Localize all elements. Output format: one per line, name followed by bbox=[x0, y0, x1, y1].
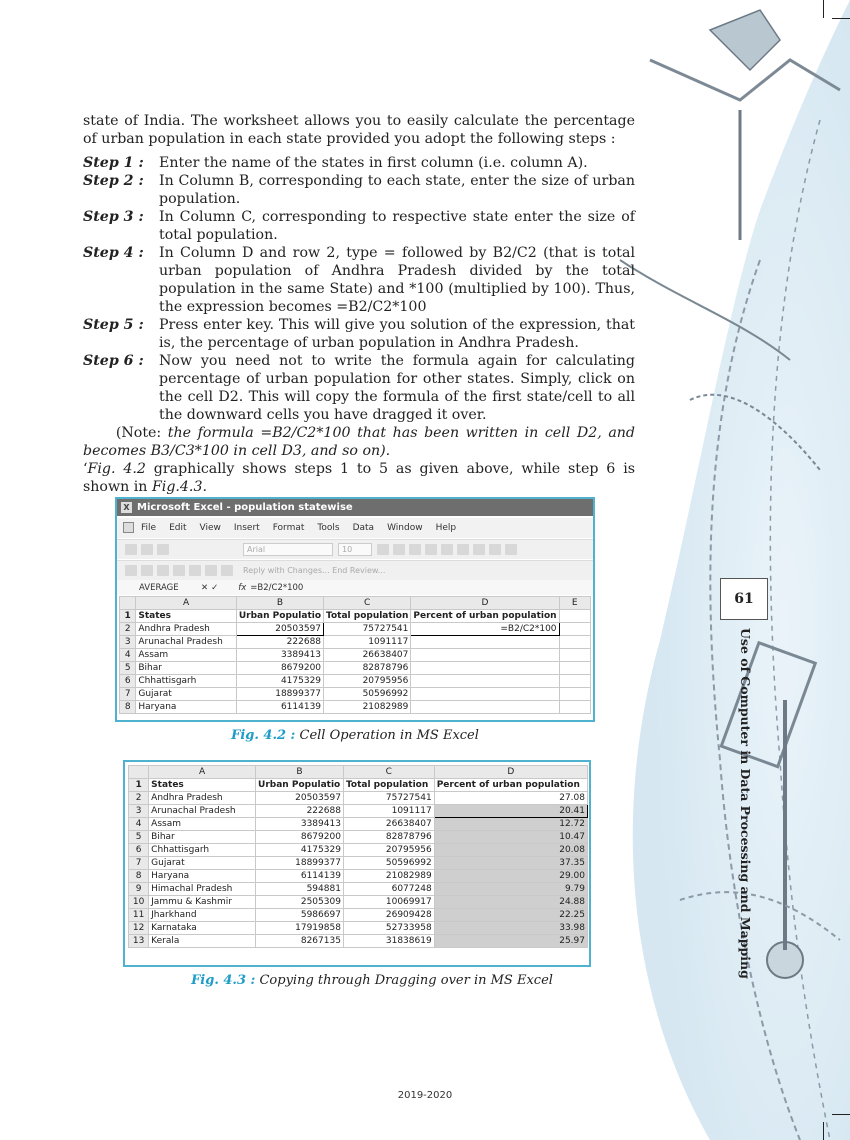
crop-mark bbox=[832, 1114, 850, 1115]
header-cell[interactable]: Total population bbox=[343, 779, 434, 792]
spreadsheet-grid bbox=[128, 765, 588, 948]
table-row bbox=[129, 818, 588, 831]
header-cell[interactable]: Urban Populatio bbox=[256, 779, 344, 792]
row-number[interactable]: 3 bbox=[129, 805, 149, 818]
caption-text: Copying through Dragging over in MS Excel bbox=[259, 973, 553, 988]
table-cell[interactable]: 75727541 bbox=[324, 623, 411, 636]
review-icon[interactable] bbox=[141, 565, 153, 576]
table-row bbox=[120, 610, 591, 623]
caption-label: Fig. 4.2 : bbox=[231, 728, 296, 743]
review-icon[interactable] bbox=[173, 565, 185, 576]
table-cell[interactable]: 222688 bbox=[256, 805, 344, 818]
body-text bbox=[83, 112, 635, 496]
row-number[interactable]: 10 bbox=[129, 896, 149, 909]
percent-cell[interactable]: 20.08 bbox=[434, 844, 587, 857]
table-cell[interactable]: 20503597 bbox=[256, 792, 344, 805]
menu-data[interactable]: Data bbox=[352, 523, 375, 533]
percent-cell[interactable]: =B2/C2*100 bbox=[411, 623, 559, 636]
table-cell[interactable]: Jharkhand bbox=[149, 909, 256, 922]
row-number[interactable]: 5 bbox=[129, 831, 149, 844]
row-number[interactable]: 12 bbox=[129, 922, 149, 935]
window-titlebar bbox=[117, 499, 593, 516]
table-row bbox=[129, 857, 588, 870]
fig-ref-b: Fig.4.3. bbox=[151, 479, 207, 495]
table-cell[interactable]: Andhra Pradesh bbox=[149, 792, 256, 805]
table-row bbox=[129, 935, 588, 948]
name-box[interactable]: AVERAGE bbox=[139, 582, 179, 593]
table-row bbox=[129, 831, 588, 844]
table-cell[interactable]: Jammu & Kashmir bbox=[149, 896, 256, 909]
note-italic: the formula =B2/C2*100 that has been written in cell D2, and becomes B3/C3*100 in cell D3, and so on). bbox=[83, 425, 635, 459]
step-text: Press enter key. This will give you solution of the expression, that is, the percentage of urban population in Andhra Pradesh. bbox=[159, 317, 635, 351]
percent-cell[interactable]: 20.41 bbox=[434, 805, 587, 818]
row-number[interactable]: 6 bbox=[129, 844, 149, 857]
caption-text: Cell Operation in MS Excel bbox=[299, 728, 479, 743]
step-item bbox=[83, 154, 635, 172]
corner-cell[interactable] bbox=[120, 597, 136, 610]
page-number: 61 bbox=[720, 578, 768, 620]
percent-cell[interactable] bbox=[411, 649, 559, 662]
column-header[interactable]: E bbox=[559, 597, 590, 610]
percent-cell[interactable]: 22.25 bbox=[434, 909, 587, 922]
table-row bbox=[129, 844, 588, 857]
review-icon[interactable] bbox=[189, 565, 201, 576]
figure-4-3-caption bbox=[72, 973, 672, 988]
step-text: In Column D and row 2, type = followed by B2/C2 (that is total urban population of Andhra Pradesh divided by the total population in the same State) and *100 (multiplied by 100). Thus, the expression becomes =B2/C2*100 bbox=[159, 245, 635, 315]
row-number[interactable]: 8 bbox=[129, 870, 149, 883]
table-cell[interactable]: 594881 bbox=[256, 883, 344, 896]
menu-window[interactable]: Window bbox=[387, 523, 423, 533]
step-label: Step 4 : bbox=[83, 245, 144, 261]
align-right-icon[interactable] bbox=[457, 544, 469, 555]
table-cell[interactable]: 82878796 bbox=[324, 662, 411, 675]
table-cell[interactable]: 8679200 bbox=[236, 662, 323, 675]
table-cell[interactable]: 20795956 bbox=[324, 675, 411, 688]
table-cell[interactable]: Assam bbox=[136, 649, 236, 662]
document-icon bbox=[123, 522, 134, 533]
table-cell[interactable] bbox=[559, 675, 590, 688]
percent-cell[interactable]: 25.97 bbox=[434, 935, 587, 948]
table-cell[interactable]: Chhattisgarh bbox=[149, 844, 256, 857]
row-number[interactable]: 11 bbox=[129, 909, 149, 922]
table-cell[interactable]: Assam bbox=[149, 818, 256, 831]
crop-mark bbox=[823, 0, 824, 18]
row-number[interactable]: 4 bbox=[120, 649, 136, 662]
note-paragraph bbox=[83, 424, 635, 460]
table-cell[interactable]: Haryana bbox=[149, 870, 256, 883]
table-row bbox=[120, 701, 591, 714]
table-cell[interactable]: Haryana bbox=[136, 701, 236, 714]
formatting-toolbar bbox=[117, 539, 593, 559]
crop-mark bbox=[823, 1122, 824, 1140]
column-header-row bbox=[129, 766, 588, 779]
fig-ref-a: Fig. 4.2 bbox=[87, 461, 146, 477]
table-cell[interactable]: 50596992 bbox=[343, 857, 434, 870]
table-cell[interactable] bbox=[559, 662, 590, 675]
row-number[interactable]: 2 bbox=[129, 792, 149, 805]
menu-format[interactable]: Format bbox=[272, 523, 305, 533]
table-cell[interactable]: 26909428 bbox=[343, 909, 434, 922]
step-item bbox=[83, 172, 635, 208]
table-cell[interactable]: 50596992 bbox=[324, 688, 411, 701]
table-cell[interactable] bbox=[559, 649, 590, 662]
percent-cell[interactable] bbox=[411, 675, 559, 688]
percent-cell[interactable] bbox=[411, 636, 559, 649]
step-item bbox=[83, 208, 635, 244]
table-row bbox=[129, 792, 588, 805]
table-cell[interactable]: 31838619 bbox=[343, 935, 434, 948]
table-cell[interactable]: 6114139 bbox=[236, 701, 323, 714]
menu-file[interactable]: File bbox=[141, 523, 157, 533]
table-cell[interactable]: 222688 bbox=[236, 636, 323, 649]
menu-tools[interactable]: Tools bbox=[317, 523, 340, 533]
table-row bbox=[129, 896, 588, 909]
table-cell[interactable]: 52733958 bbox=[343, 922, 434, 935]
percent-cell[interactable]: 12.72 bbox=[434, 818, 587, 831]
table-cell[interactable]: 8267135 bbox=[256, 935, 344, 948]
chapter-side-title bbox=[738, 628, 771, 979]
table-cell[interactable]: 8679200 bbox=[256, 831, 344, 844]
column-header[interactable]: A bbox=[136, 597, 236, 610]
bold-icon[interactable] bbox=[377, 544, 389, 555]
column-header[interactable]: A bbox=[149, 766, 256, 779]
step-label: Step 6 : bbox=[83, 353, 144, 369]
table-cell[interactable]: Bihar bbox=[136, 662, 236, 675]
step-text: Enter the name of the states in first column (i.e. column A). bbox=[159, 155, 588, 171]
header-cell[interactable]: Urban Populatio bbox=[236, 610, 323, 623]
table-row bbox=[129, 805, 588, 818]
row-number[interactable]: 4 bbox=[129, 818, 149, 831]
table-cell[interactable]: 2505309 bbox=[256, 896, 344, 909]
row-number[interactable]: 7 bbox=[129, 857, 149, 870]
table-cell[interactable]: Arunachal Pradesh bbox=[149, 805, 256, 818]
table-cell[interactable]: 1091117 bbox=[343, 805, 434, 818]
intro-paragraph: state of India. The worksheet allows you to easily calculate the percentage of urban population in each state provided you adopt the following steps : bbox=[83, 113, 635, 147]
table-cell[interactable]: 17919858 bbox=[256, 922, 344, 935]
step-text: Now you need not to write the formula again for calculating percentage of urban population for other states. Simply, click on the cell D2. This will copy the formula of the first state/cell to all the downward cells you have dragged it over. bbox=[159, 353, 635, 423]
font-size-select[interactable]: 10 bbox=[338, 543, 372, 556]
table-cell[interactable]: Chhattisgarh bbox=[136, 675, 236, 688]
table-cell[interactable]: 6077248 bbox=[343, 883, 434, 896]
header-cell[interactable]: Total population bbox=[324, 610, 411, 623]
table-cell[interactable]: Bihar bbox=[149, 831, 256, 844]
table-row bbox=[120, 662, 591, 675]
corner-cell[interactable] bbox=[129, 766, 149, 779]
table-cell[interactable]: 75727541 bbox=[343, 792, 434, 805]
excel-icon: X bbox=[121, 502, 132, 513]
reference-middle: graphically shows steps 1 to 5 as given above, while step 6 is shown in bbox=[83, 461, 636, 495]
review-icon[interactable] bbox=[125, 565, 137, 576]
step-label: Step 5 : bbox=[83, 317, 144, 333]
table-cell[interactable]: 18899377 bbox=[256, 857, 344, 870]
formula-bar bbox=[117, 580, 593, 595]
table-row bbox=[129, 909, 588, 922]
row-number[interactable]: 5 bbox=[120, 662, 136, 675]
reviewing-toolbar bbox=[117, 560, 593, 580]
table-cell[interactable] bbox=[559, 701, 590, 714]
review-text[interactable]: Reply with Changes... End Review... bbox=[243, 566, 386, 575]
table-row bbox=[120, 649, 591, 662]
column-header[interactable]: D bbox=[411, 597, 559, 610]
merge-icon[interactable] bbox=[473, 544, 485, 555]
table-cell[interactable]: 6114139 bbox=[256, 870, 344, 883]
table-cell[interactable]: Karnataka bbox=[149, 922, 256, 935]
table-cell[interactable]: Himachal Pradesh bbox=[149, 883, 256, 896]
new-icon[interactable] bbox=[125, 544, 137, 555]
column-header[interactable]: B bbox=[236, 597, 323, 610]
table-row bbox=[129, 922, 588, 935]
table-row bbox=[120, 688, 591, 701]
table-cell[interactable] bbox=[559, 610, 590, 623]
row-number[interactable]: 13 bbox=[129, 935, 149, 948]
figure-4-3 bbox=[123, 760, 591, 967]
window-title: Microsoft Excel - population statewise bbox=[137, 502, 353, 513]
spreadsheet-grid bbox=[119, 596, 591, 714]
underline-icon[interactable] bbox=[409, 544, 421, 555]
column-header[interactable]: C bbox=[343, 766, 434, 779]
percent-cell[interactable] bbox=[411, 701, 559, 714]
percent-cell[interactable]: 33.98 bbox=[434, 922, 587, 935]
column-header-row bbox=[120, 597, 591, 610]
table-cell[interactable]: 26638407 bbox=[343, 818, 434, 831]
percent-cell[interactable]: 9.79 bbox=[434, 883, 587, 896]
caption-label: Fig. 4.3 : bbox=[191, 973, 256, 988]
menu-insert[interactable]: Insert bbox=[233, 523, 260, 533]
step-item bbox=[83, 244, 635, 316]
table-cell[interactable]: 82878796 bbox=[343, 831, 434, 844]
table-cell[interactable]: 20503597 bbox=[236, 623, 323, 636]
percent-cell[interactable]: 37.35 bbox=[434, 857, 587, 870]
percent-icon[interactable] bbox=[505, 544, 517, 555]
row-number[interactable]: 2 bbox=[120, 623, 136, 636]
review-icon[interactable] bbox=[157, 565, 169, 576]
table-row bbox=[120, 623, 591, 636]
redo-icon[interactable] bbox=[157, 544, 169, 555]
table-cell[interactable]: Arunachal Pradesh bbox=[136, 636, 236, 649]
review-icon[interactable] bbox=[221, 565, 233, 576]
column-header[interactable]: C bbox=[324, 597, 411, 610]
figure-4-2-caption bbox=[55, 728, 655, 743]
table-row bbox=[129, 883, 588, 896]
table-cell[interactable] bbox=[559, 623, 590, 636]
row-number[interactable]: 7 bbox=[120, 688, 136, 701]
step-item bbox=[83, 316, 635, 352]
menu-help[interactable]: Help bbox=[435, 523, 457, 533]
header-cell[interactable]: States bbox=[136, 610, 236, 623]
formula-input[interactable]: =B2/C2*100 bbox=[250, 582, 304, 593]
menu-view[interactable]: View bbox=[199, 523, 221, 533]
step-label: Step 1 : bbox=[83, 155, 144, 171]
header-cell[interactable]: Percent of urban population bbox=[434, 779, 587, 792]
align-left-icon[interactable] bbox=[425, 544, 437, 555]
step-item bbox=[83, 352, 635, 424]
table-cell[interactable]: 21082989 bbox=[324, 701, 411, 714]
percent-cell[interactable]: 27.08 bbox=[434, 792, 587, 805]
row-number[interactable]: 8 bbox=[120, 701, 136, 714]
table-cell[interactable]: Kerala bbox=[149, 935, 256, 948]
percent-cell[interactable] bbox=[411, 662, 559, 675]
row-number[interactable]: 6 bbox=[120, 675, 136, 688]
table-cell[interactable]: 4175329 bbox=[256, 844, 344, 857]
header-cell[interactable]: States bbox=[149, 779, 256, 792]
italic-icon[interactable] bbox=[393, 544, 405, 555]
table-cell[interactable]: 3389413 bbox=[256, 818, 344, 831]
menu-edit[interactable]: Edit bbox=[169, 523, 187, 533]
table-cell[interactable]: 10069917 bbox=[343, 896, 434, 909]
font-name-select[interactable]: Arial bbox=[243, 543, 333, 556]
row-number[interactable]: 1 bbox=[129, 779, 149, 792]
table-row bbox=[129, 779, 588, 792]
table-cell[interactable]: 20795956 bbox=[343, 844, 434, 857]
step-label: Step 3 : bbox=[83, 209, 144, 225]
side-title-text: Use of Computer in Data Processing and Mapping bbox=[738, 628, 753, 979]
step-label: Step 2 : bbox=[83, 173, 144, 189]
table-row bbox=[120, 636, 591, 649]
percent-cell[interactable]: 29.00 bbox=[434, 870, 587, 883]
reference-paragraph bbox=[83, 460, 635, 496]
note-prefix: (Note: bbox=[115, 425, 162, 441]
column-header[interactable]: D bbox=[434, 766, 587, 779]
table-cell[interactable]: 3389413 bbox=[236, 649, 323, 662]
table-cell[interactable]: 4175329 bbox=[236, 675, 323, 688]
table-cell[interactable]: Gujarat bbox=[136, 688, 236, 701]
row-number[interactable]: 1 bbox=[120, 610, 136, 623]
table-cell[interactable]: 1091117 bbox=[324, 636, 411, 649]
percent-cell[interactable] bbox=[411, 688, 559, 701]
row-number[interactable]: 9 bbox=[129, 883, 149, 896]
undo-icon[interactable] bbox=[141, 544, 153, 555]
table-cell[interactable]: 5986697 bbox=[256, 909, 344, 922]
fx-icon[interactable]: fx bbox=[238, 582, 247, 593]
menu-bar bbox=[117, 518, 593, 538]
steps-list bbox=[83, 154, 635, 424]
table-cell[interactable]: 21082989 bbox=[343, 870, 434, 883]
table-row bbox=[129, 870, 588, 883]
table-cell[interactable]: 18899377 bbox=[236, 688, 323, 701]
table-row bbox=[120, 675, 591, 688]
enter-icon[interactable]: ✓ bbox=[211, 582, 219, 593]
quote-mark: ‘ bbox=[83, 461, 88, 477]
percent-cell[interactable]: 24.88 bbox=[434, 896, 587, 909]
currency-icon[interactable] bbox=[489, 544, 501, 555]
table-cell[interactable] bbox=[559, 688, 590, 701]
percent-cell[interactable]: 10.47 bbox=[434, 831, 587, 844]
row-number[interactable]: 3 bbox=[120, 636, 136, 649]
header-cell[interactable]: Percent of urban population bbox=[411, 610, 559, 623]
crop-mark bbox=[832, 18, 850, 19]
step-text: In Column C, corresponding to respective state enter the size of total population. bbox=[159, 209, 635, 243]
table-cell[interactable] bbox=[559, 636, 590, 649]
table-cell[interactable]: Andhra Pradesh bbox=[136, 623, 236, 636]
table-cell[interactable]: 26638407 bbox=[324, 649, 411, 662]
figure-4-2 bbox=[115, 497, 595, 722]
table-cell[interactable]: Gujarat bbox=[149, 857, 256, 870]
cancel-icon[interactable]: ✕ bbox=[201, 582, 209, 593]
step-text: In Column B, corresponding to each state, enter the size of urban population. bbox=[159, 173, 635, 207]
align-center-icon[interactable] bbox=[441, 544, 453, 555]
footer-year: 2019-2020 bbox=[397, 1090, 453, 1101]
review-icon[interactable] bbox=[205, 565, 217, 576]
column-header[interactable]: B bbox=[256, 766, 344, 779]
